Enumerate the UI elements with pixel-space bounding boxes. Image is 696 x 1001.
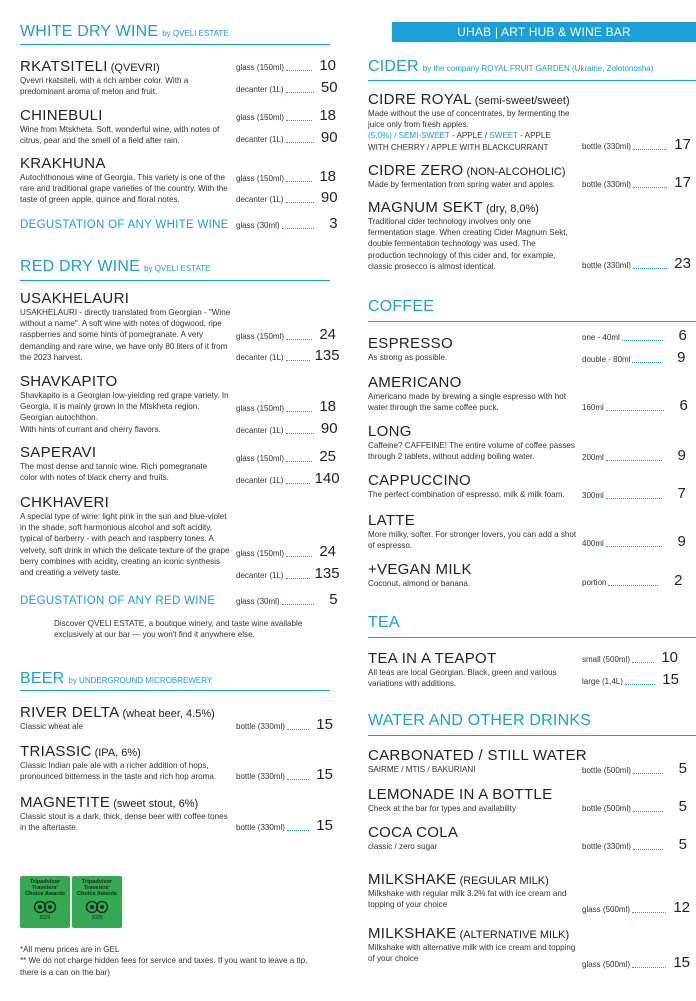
price-row: glass (500ml) 12 xyxy=(582,899,691,916)
section-rule xyxy=(368,321,696,322)
item-name: RKATSITELI (QVEVRI) xyxy=(20,58,160,75)
water-title: WATER AND OTHER DRINKS xyxy=(368,712,592,729)
item-description: Milkshake with alternative milk with ice cream and topping of your choice xyxy=(368,943,576,964)
price-row: small (500ml) 10 xyxy=(582,649,679,666)
item-description: As strong as possible. xyxy=(368,353,448,362)
item-description: Classic Indian pale ale with a richer addition of hops, pronounced bitterness in the taste and rich hop aroma. xyxy=(20,761,217,782)
section-title-water xyxy=(368,712,591,730)
price-row: bottle (500ml) 5 xyxy=(582,798,687,815)
item-name: +VEGAN MILK xyxy=(368,561,472,578)
item-description: Traditional cider technology involves only one fermentation stage. When creating Cider Magnum Sekt, double fermentation technology was used. The production technology of this cider and, for example, classic prosecco is almost identical. xyxy=(368,217,568,271)
price-row: glass (30ml) 5 xyxy=(236,591,338,608)
item-description: All teas are local Georgian. Black, green and various variations with additions. xyxy=(368,668,557,689)
item-name: TEA IN A TEAPOT xyxy=(368,650,497,667)
item-name: RIVER DELTA (wheat beer, 4.5%) xyxy=(20,704,215,721)
item-name: MAGNUM SEKT (dry, 8,0%) xyxy=(368,199,539,216)
section-rule xyxy=(368,80,696,81)
beer-title: BEER xyxy=(20,670,65,687)
item-name: SAPERAVI xyxy=(20,444,97,461)
footer-currency-note: *All menu prices are in GEL xyxy=(20,945,120,954)
item-description: Coconut, almond or banana. xyxy=(368,579,471,588)
coffee-title: COFFEE xyxy=(368,298,435,315)
white-degustation-label: DEGUSTATION OF ANY WHITE WINE xyxy=(20,219,229,231)
price-row: bottle (330ml) 17 xyxy=(582,174,691,191)
item-name: LONG xyxy=(368,423,412,440)
price-row: decanter (1L) 90 xyxy=(236,129,338,146)
price-row: bottle (330ml) 15 xyxy=(236,716,333,733)
price-row: large (1,4L) 15 xyxy=(582,671,679,688)
item-name: ESPRESSO xyxy=(368,335,453,352)
price-row: decanter (1L) 50 xyxy=(236,79,338,96)
item-description: Caffeine? CAFFEINE! The entire volume of coffee passes through 2 tablets, without adding boiling water. xyxy=(368,441,575,462)
item-name: CIDRE ROYAL (semi-sweet/sweet) xyxy=(368,91,570,108)
section-rule xyxy=(368,637,696,638)
item-description: Americano made by brewing a single espresso with hot water through the same coffee puck. xyxy=(368,392,566,413)
item-description: USAKHELAURI - directly translated from Georgian - "Wine without a name". A soft wine with notes of dogwood, ripe raspberries and some hints of pomegranate. A very demanding and rare wine, we have only 80 liters of it from the 2023 harvest. xyxy=(20,308,231,362)
venue-banner: UHAB | ART HUB & WINE BAR xyxy=(392,22,696,42)
price-row: decanter (1L) 90 xyxy=(236,420,338,437)
section-title-tea xyxy=(368,614,400,632)
item-name: MILKSHAKE (ALTERNATIVE MILK) xyxy=(368,925,570,942)
owl-icon xyxy=(33,900,57,914)
white-wine-producer: by QVELI ESTATE xyxy=(162,29,229,38)
tea-title: TEA xyxy=(368,614,400,631)
price-row: bottle (330ml) 5 xyxy=(582,836,687,853)
footer-notes xyxy=(20,944,320,978)
item-name: CARBONATED / STILL WATER xyxy=(368,747,587,764)
item-description: Autochthonous wine of Georgia. This variety is one of the rare and traditional grape varieties of the country. With the taste of green apple, quince and floral notes. xyxy=(20,173,228,205)
item-description: Classic stout is a dark, thick, dense beer with coffee tones in the aftertaste. xyxy=(20,812,228,833)
red-degustation-label: DEGUSTATION OF ANY RED WINE xyxy=(20,595,216,607)
price-row: 200ml 9 xyxy=(582,447,686,464)
item-description: More milky, softer. For stronger lovers, you can add a shot of espresso. xyxy=(368,530,577,551)
section-rule xyxy=(20,44,330,45)
footer-tip-note: ** We do not charge hidden fees for service and taxes. If you want to leave a tip, there is a can on the bar) xyxy=(20,956,308,977)
price-row: bottle (330ml) 23 xyxy=(582,255,691,272)
price-row: glass (150ml) 10 xyxy=(236,57,337,74)
item-name: LATTE xyxy=(368,512,416,529)
item-description: Made by fermentation from spring water and apples. xyxy=(368,180,556,189)
price-row: 400ml 9 xyxy=(582,533,686,550)
item-description: The most dense and tannic wine. Rich pomegranate color with notes of black cherry and fruits. xyxy=(20,462,208,483)
white-wine-title: WHITE DRY WINE xyxy=(20,23,159,40)
item-name: CHINEBULI xyxy=(20,107,103,124)
price-row: glass (150ml) 25 xyxy=(236,448,337,465)
price-row: portion 2 xyxy=(582,572,683,589)
price-row: decanter (1L) 140 xyxy=(236,470,340,487)
price-row: glass (150ml) 18 xyxy=(236,168,337,185)
section-rule xyxy=(368,735,696,736)
price-row: glass (150ml) 18 xyxy=(236,398,337,415)
item-description: A special type of wine: light pink in the sun and blue-violet in the shade, soft harmonious alcohol and soft acidity, typical of barberry - with peach and raspberry tones. A velvety, soft drink in which the delicate texture of the grape berry combines with acidity, creating an iconic synthesis and creating a velvety taste. xyxy=(20,512,230,578)
item-description: Classic wheat ale xyxy=(20,722,83,731)
section-title-coffee xyxy=(368,298,434,316)
item-name: AMERICANO xyxy=(368,374,462,391)
item-name: MILKSHAKE (REGULAR MILK) xyxy=(368,871,549,888)
item-name: CAPPUCCINO xyxy=(368,472,472,489)
price-row: 160ml 6 xyxy=(582,397,688,414)
red-wine-producer: by QVELI ESTATE xyxy=(144,264,211,273)
price-row: bottle (330ml) 15 xyxy=(236,766,333,783)
item-name: USAKHELAURI xyxy=(20,290,130,307)
section-title-beer xyxy=(20,670,212,688)
tripadvisor-badge-2024: Tripadvisor Travelers' Choice Awards 2024 xyxy=(20,876,70,928)
item-name: MAGNETITE (sweet stout, 6%) xyxy=(20,794,199,811)
price-row: glass (150ml) 24 xyxy=(236,326,337,343)
section-rule xyxy=(20,690,330,691)
price-row: glass (30ml) 3 xyxy=(236,215,338,232)
item-name: COCA COLA xyxy=(368,824,459,841)
item-description: Milkshake with regular milk 3.2% fat with ice cream and topping of your choice xyxy=(368,889,567,910)
beer-producer: by UNDERGROUND MICROBREWERY xyxy=(68,676,213,685)
red-wine-title: RED DRY WINE xyxy=(20,258,141,275)
price-row: glass (150ml) 18 xyxy=(236,107,337,124)
tripadvisor-badge-2025: Tripadvisor Travelers' Choice Awards 2025 xyxy=(72,876,122,928)
cider-title: CIDER xyxy=(368,58,419,75)
item-name: TRIASSIC (IPA, 6%) xyxy=(20,743,141,760)
cider-producer: by the company ROYAL FRUIT GARDEN (Ukraine, Zolotonosha) xyxy=(422,64,654,73)
item-name: KRAKHUNA xyxy=(20,155,106,172)
price-row: decanter (1L) 135 xyxy=(236,347,340,364)
price-row: 300ml 7 xyxy=(582,485,686,502)
item-description: classic / zero sugar xyxy=(368,842,438,851)
item-name: LEMONADE IN A BOTTLE xyxy=(368,786,553,803)
item-description: Qvevri rkatsiteli, with a rich amber color. With a predominant aroma of melon and fruit. xyxy=(20,76,189,97)
item-description: Shavkapito is a Georgian low-yielding red grape variety. In Georgia, it is mainly grown in the Mtskheta region. Georgian autochthon. With hints of currant and cherry flavors. xyxy=(20,391,229,434)
owl-icon xyxy=(85,900,109,914)
section-rule xyxy=(20,280,330,281)
item-description: Check at the bar for types and availability xyxy=(368,804,517,813)
item-description: Wine from Mtskheta. Soft, wonderful wine, with notes of citrus, pear and the smell of a field after rain. xyxy=(20,125,220,146)
section-title-cider xyxy=(368,58,653,76)
price-row: one - 40ml 6 xyxy=(582,327,687,344)
price-row: double - 80ml 9 xyxy=(582,349,686,366)
winery-note: Discover QVELI ESTATE, a boutique winery, and taste wine available exclusively at our bar — you won't find it anywhere else. xyxy=(54,619,303,640)
item-name: CHKHAVERI xyxy=(20,494,110,511)
price-row: bottle (330ml) 17 xyxy=(582,136,691,153)
price-row: decanter (1L) 90 xyxy=(236,189,338,206)
price-row: glass (150ml) 24 xyxy=(236,543,337,560)
price-row: glass (500ml) 15 xyxy=(582,954,691,971)
price-row: bottle (330ml) 15 xyxy=(236,817,333,834)
item-description: Made without the use of concentrates, by fermenting the juice only from fresh apples. (5,0%) / SEMI-SWEET - APPLE / SWEET - APPLE WITH CHERRY / APPLE WITH BLACKCURRANT xyxy=(368,109,570,152)
item-description: The perfect combination of espresso, milk & milk foam. xyxy=(368,490,565,499)
section-title-white-wine xyxy=(20,23,229,41)
section-title-red-wine xyxy=(20,258,210,276)
item-name: SHAVKAPITO xyxy=(20,373,118,390)
item-name: CIDRE ZERO (NON-ALCOHOLIC) xyxy=(368,162,566,179)
price-row: bottle (500ml) 5 xyxy=(582,760,687,777)
item-description: SAIRME / MTIS / BAKURIANI xyxy=(368,765,476,774)
price-row: decanter (1L) 135 xyxy=(236,565,340,582)
